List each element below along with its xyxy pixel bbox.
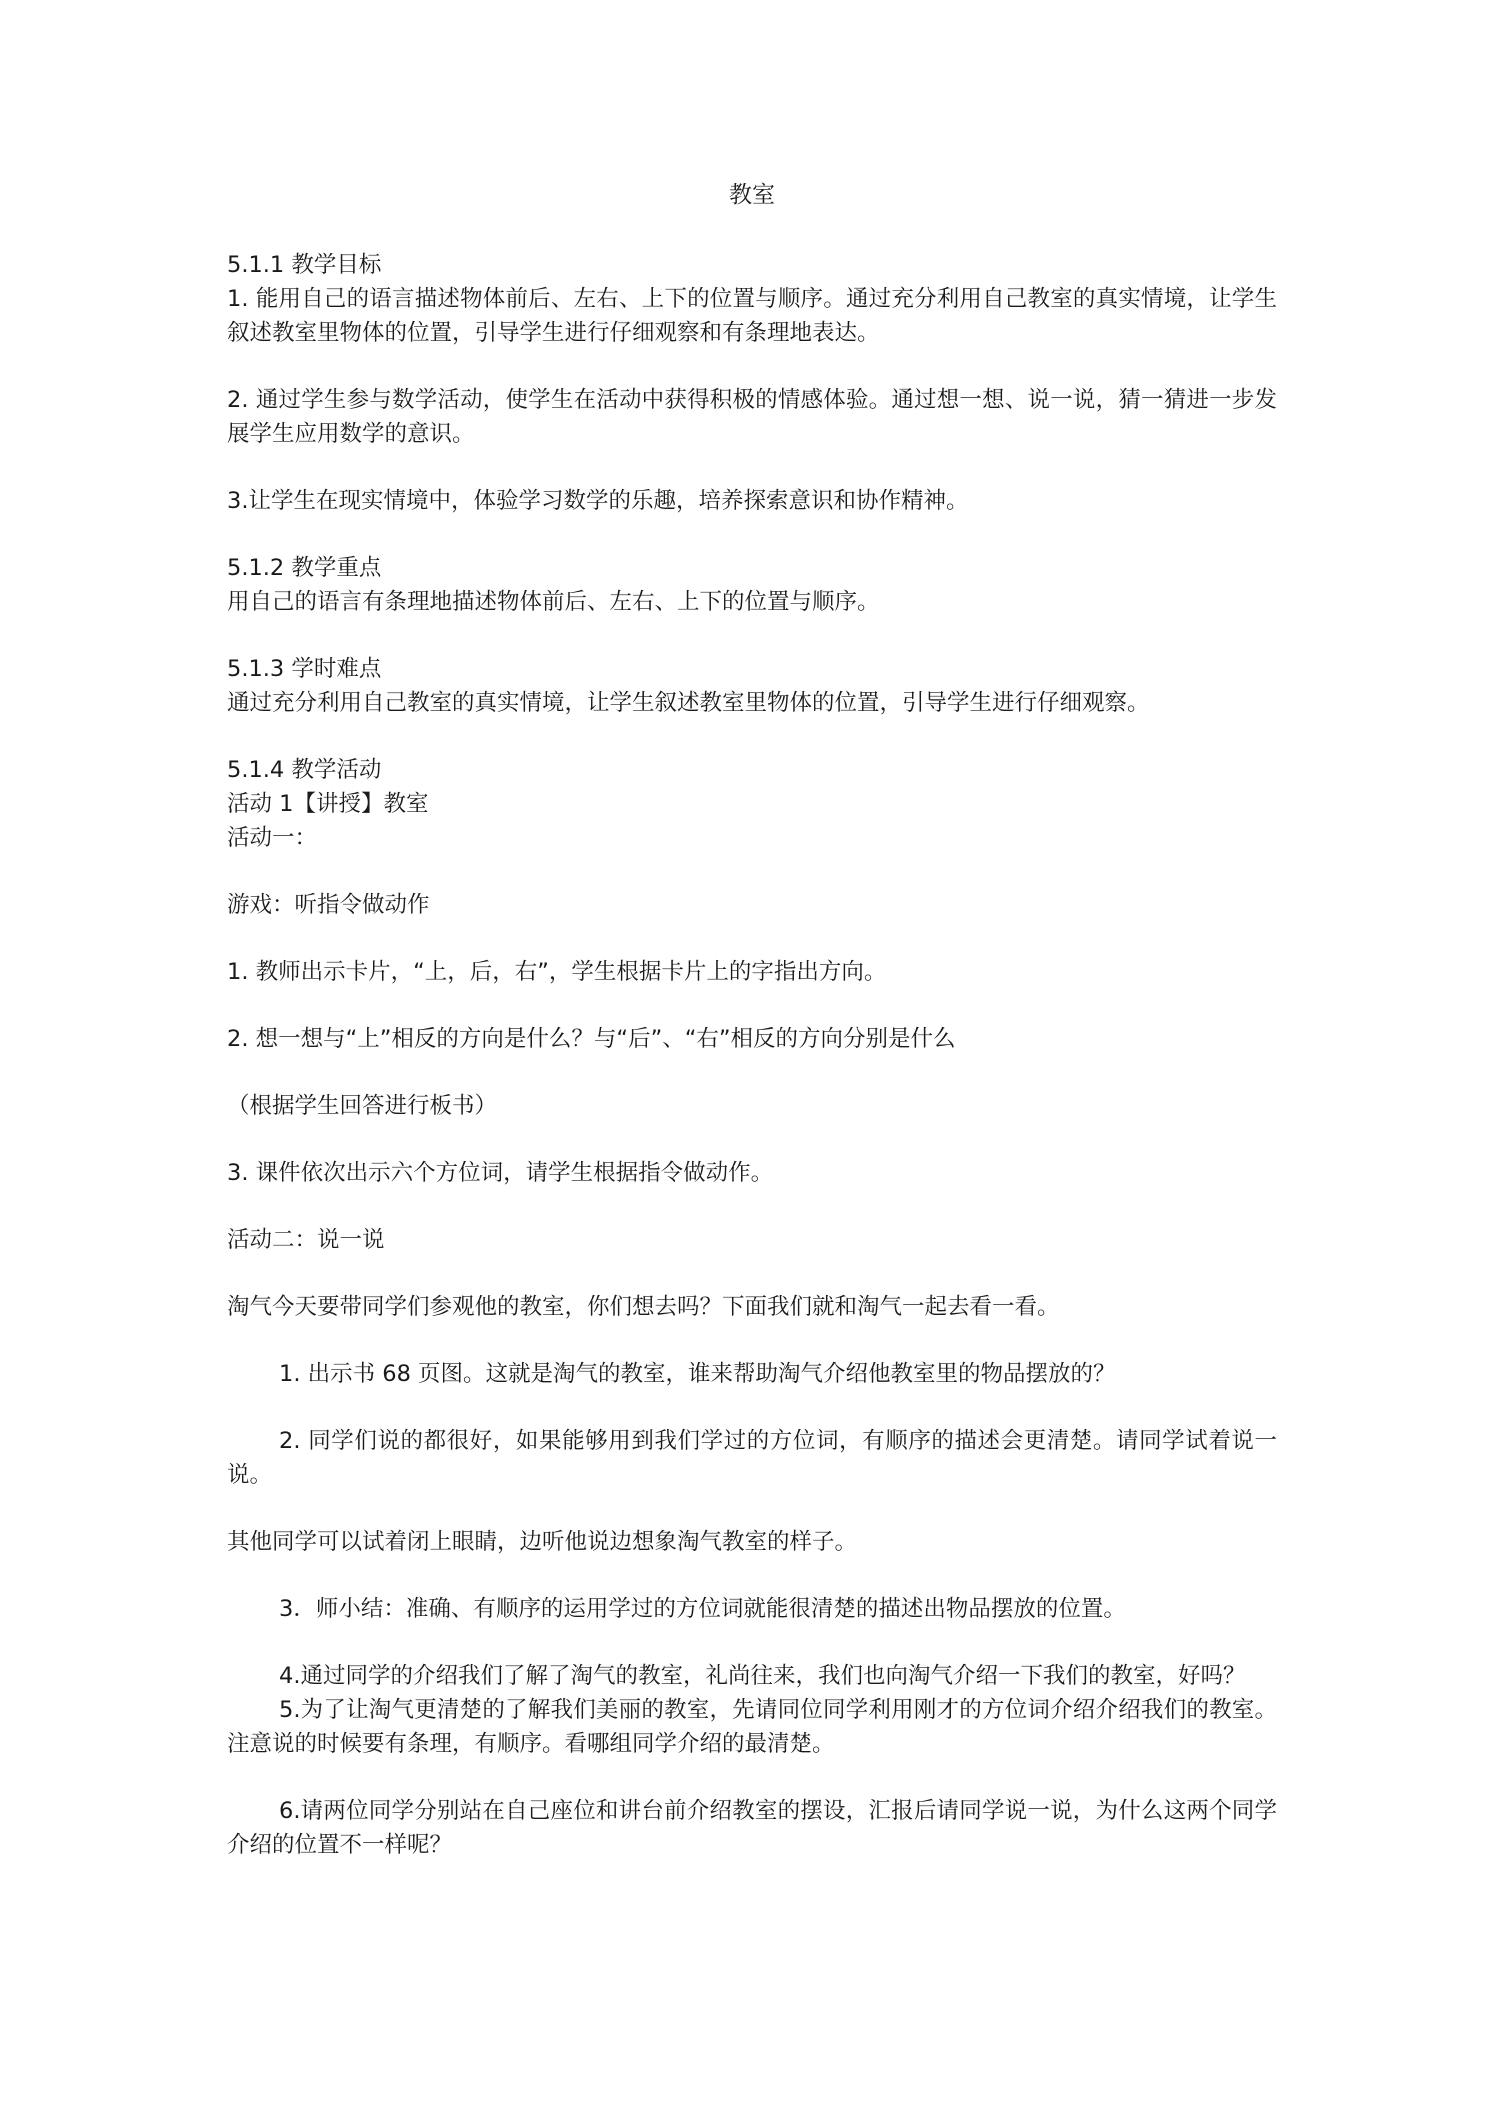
activity-one-label: 活动一： (227, 825, 318, 851)
activity-two-label: 活动二：说一说 (227, 1227, 385, 1253)
game-label: 游戏：听指令做动作 (227, 892, 430, 918)
activity-2-step-1: 1. 出示书 68 页图。这就是淘气的教室，谁来帮助淘气介绍他教室里的物品摆放的？ (279, 1361, 1116, 1387)
section-heading-objectives: 5.1.1 教学目标 (227, 252, 382, 278)
activity-2-step-3: 3．师小结：准确、有顺序的运用学过的方位词就能很清楚的描述出物品摆放的位置。 (279, 1596, 1126, 1622)
objective-paragraph-1: 1. 能用自己的语言描述物体前后、左右、上下的位置与顺序。通过充分利用自己教室的真实情境，让学生叙述教室里物体的位置，引导学生进行仔细观察和有条理地表达。 (227, 286, 1277, 346)
section-heading-difficulties: 5.1.3 学时难点 (227, 656, 382, 682)
section-heading-key-points: 5.1.2 教学重点 (227, 555, 382, 581)
objective-paragraph-2: 2. 通过学生参与数学活动，使学生在活动中获得积极的情感体验。通过想一想、说一说，猜一猜进一步发展学生应用数学的意识。 (227, 387, 1277, 447)
document-title: 教室 (729, 182, 775, 208)
activity-1-step-3: 3. 课件依次出示六个方位词，请学生根据指令做动作。 (227, 1160, 774, 1186)
activity-2-step-5: 5.为了让淘气更清楚的了解我们美丽的教室，先请同位同学利用刚才的方位词介绍介绍我们的教室。注意说的时候要有条理，有顺序。看哪组同学介绍的最清楚。 (227, 1697, 1277, 1757)
activity-1-step-1: 1. 教师出示卡片，“上，后，右”，学生根据卡片上的字指出方向。 (227, 959, 887, 985)
activity-2-intro: 淘气今天要带同学们参观他的教室，你们想去吗？下面我们就和淘气一起去看一看。 (227, 1294, 1060, 1320)
activity-2-step-6: 6.请两位同学分别站在自己座位和讲台前介绍教室的摆设，汇报后请同学说一说，为什么这两个同学介绍的位置不一样呢？ (227, 1798, 1277, 1858)
difficulties-paragraph: 通过充分利用自己教室的真实情境，让学生叙述教室里物体的位置，引导学生进行仔细观察。 (227, 690, 1150, 716)
key-points-paragraph: 用自己的语言有条理地描述物体前后、左右、上下的位置与顺序。 (227, 589, 880, 615)
activity-2-step-4: 4.通过同学的介绍我们了解了淘气的教室，礼尚往来，我们也向淘气介绍一下我们的教室，好吗？ (279, 1663, 1246, 1689)
objective-paragraph-3: 3.让学生在现实情境中，体验学习数学的乐趣，培养探索意识和协作精神。 (227, 488, 969, 514)
activity-2-step-2: 2. 同学们说的都很好，如果能够用到我们学过的方位词，有顺序的描述会更清楚。请同学试着说一说。 (227, 1428, 1277, 1488)
activity-1-note: （根据学生回答进行板书） (227, 1093, 498, 1119)
activity-1-step-2: 2. 想一想与“上”相反的方向是什么？与“后”、“右”相反的方向分别是什么 (227, 1026, 956, 1052)
activity-1-heading: 活动 1【讲授】教室 (227, 791, 429, 817)
activity-2-step-2-note: 其他同学可以试着闭上眼睛，边听他说边想象淘气教室的样子。 (227, 1529, 858, 1555)
document-page (227, 160, 1277, 1862)
section-heading-activities: 5.1.4 教学活动 (227, 757, 382, 783)
